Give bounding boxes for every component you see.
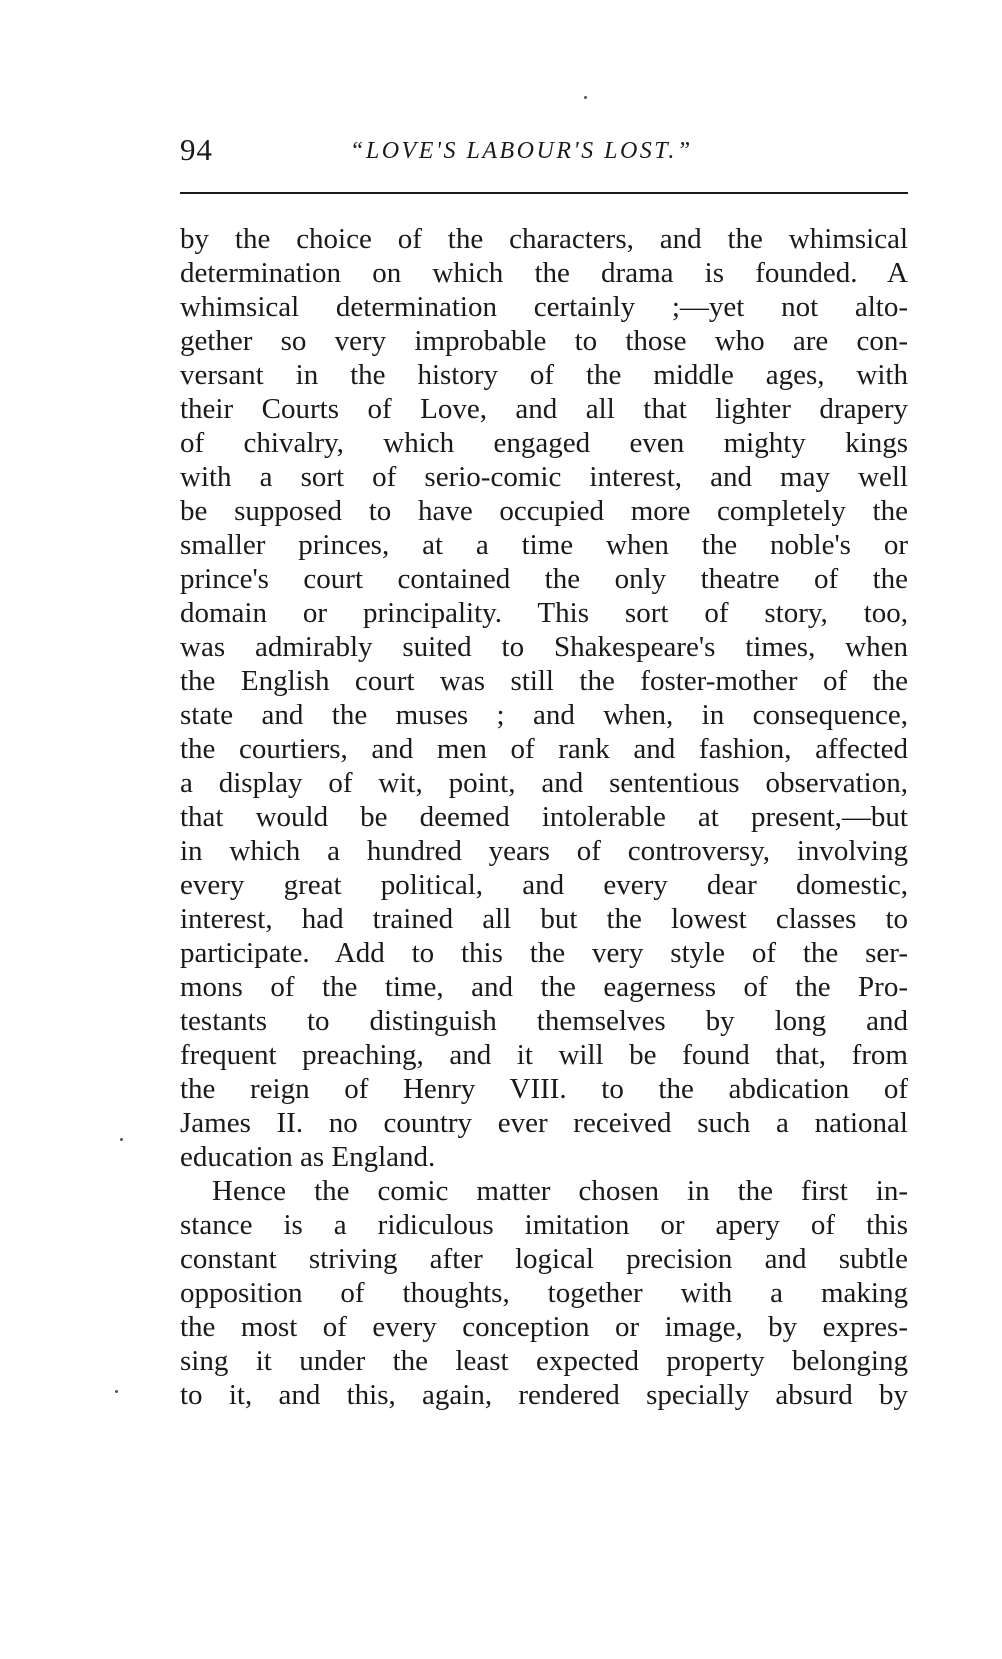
body-text [180, 222, 908, 1412]
text-line: frequent preaching, and it will be found that, from [180, 1039, 908, 1071]
text-line: every great political, and every dear domestic, [180, 869, 908, 901]
print-speck [584, 96, 587, 99]
text-line: prince's court contained the only theatre of the [180, 563, 908, 595]
text-line: determination on which the drama is founded. A [180, 257, 908, 289]
text-line: with a sort of serio-comic interest, and may well [180, 461, 908, 493]
paragraph-2 [180, 1174, 908, 1412]
page-number: 94 [180, 132, 213, 167]
paragraph-1 [180, 222, 908, 1174]
text-line: smaller princes, at a time when the noble's or [180, 529, 908, 561]
text-line: was admirably suited to Shakespeare's times, when [180, 631, 908, 663]
text-line: the courtiers, and men of rank and fashion, affected [180, 733, 908, 765]
text-line: state and the muses ; and when, in consequence, [180, 699, 908, 731]
text-line: domain or principality. This sort of story, too, [180, 597, 908, 629]
page-header [180, 132, 910, 172]
text-line: James II. no country ever received such a national [180, 1107, 908, 1139]
text-line: to it, and this, again, rendered specially absurd by [180, 1379, 908, 1411]
text-line: opposition of thoughts, together with a making [180, 1277, 908, 1309]
text-line: stance is a ridiculous imitation or apery of this [180, 1209, 908, 1241]
text-line: a display of wit, point, and sententious observation, [180, 767, 908, 799]
header-rule [180, 192, 908, 194]
text-line: be supposed to have occupied more completely the [180, 495, 908, 527]
text-line: education as England. [180, 1141, 436, 1173]
text-line: that would be deemed intolerable at present,—but [180, 801, 908, 833]
text-line: testants to distinguish themselves by long and [180, 1005, 908, 1037]
text-line: interest, had trained all but the lowest classes to [180, 903, 908, 935]
text-line: participate. Add to this the very style of the ser- [180, 937, 908, 969]
text-line: by the choice of the characters, and the whimsical [180, 223, 908, 255]
text-line: constant striving after logical precision and subtle [180, 1243, 908, 1275]
text-line: whimsical determination certainly ;—yet not alto- [180, 291, 908, 323]
text-line: mons of the time, and the eagerness of the Pro- [180, 971, 908, 1003]
text-line: the reign of Henry VIII. to the abdication of [180, 1073, 908, 1105]
text-line: Hence the comic matter chosen in the first in- [212, 1175, 908, 1207]
text-line: sing it under the least expected property belonging [180, 1345, 908, 1377]
running-title: “LOVE'S LABOUR'S LOST.” [350, 138, 693, 164]
text-line: their Courts of Love, and all that lighter drapery [180, 393, 908, 425]
print-speck [120, 1138, 123, 1141]
text-line: of chivalry, which engaged even mighty kings [180, 427, 908, 459]
text-line: versant in the history of the middle ages, with [180, 359, 908, 391]
text-line: in which a hundred years of controversy, involving [180, 835, 908, 867]
print-speck [115, 1390, 118, 1393]
text-line: gether so very improbable to those who are con- [180, 325, 908, 357]
text-line: the English court was still the foster-mother of the [180, 665, 908, 697]
text-line: the most of every conception or image, by expres- [180, 1311, 908, 1343]
